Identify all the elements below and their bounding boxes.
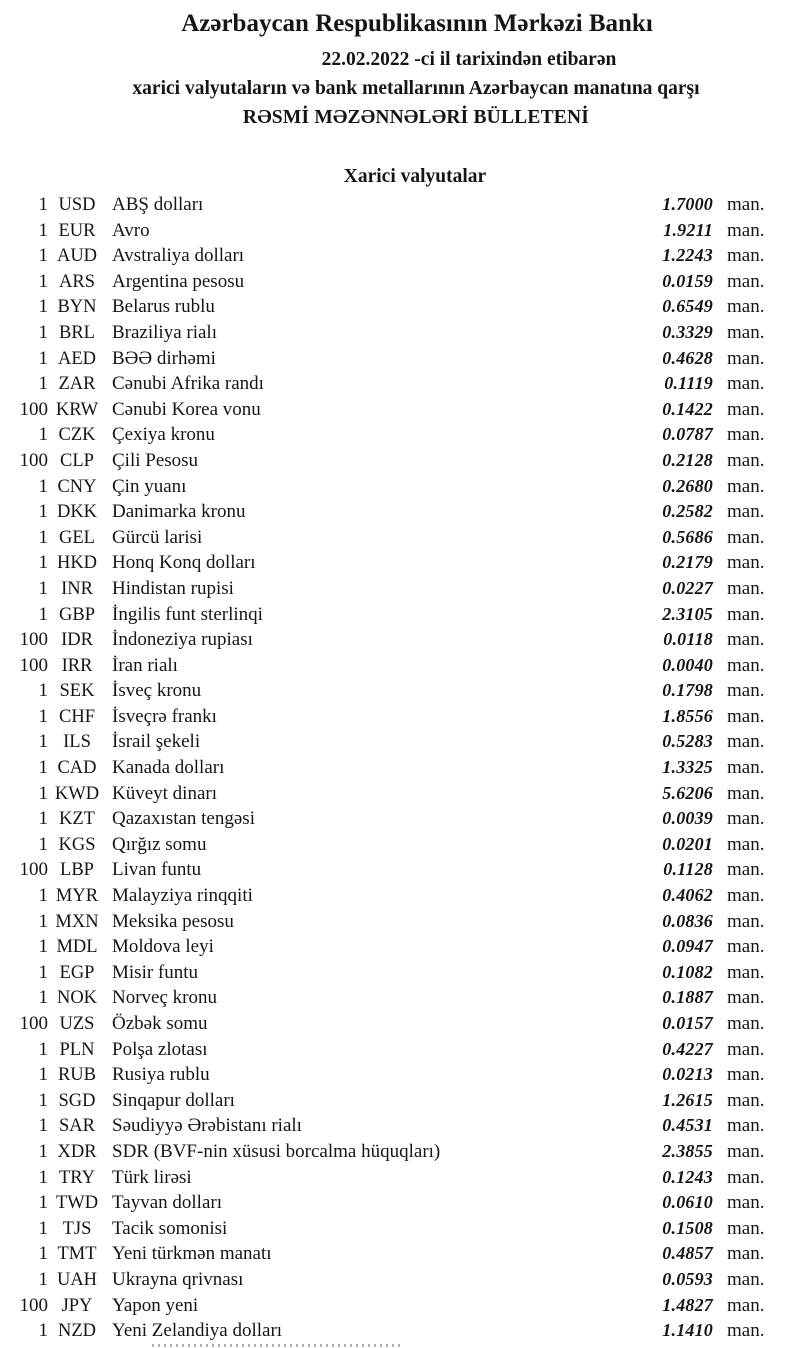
document-header <box>0 0 800 129</box>
currency-code-cell: TJS <box>62 1218 92 1239</box>
unit-label-cell: man. <box>727 577 765 599</box>
quantity-cell: 1 <box>38 1038 48 1060</box>
quantity-cell: 1 <box>38 1166 48 1188</box>
currency-name-cell: İndoneziya rupiası <box>112 629 253 651</box>
currency-code-cell: CNY <box>57 476 97 497</box>
unit-label-cell: man. <box>727 296 765 318</box>
unit-label-cell: man. <box>727 910 765 932</box>
rate-value-cell: 0.1243 <box>662 1166 713 1187</box>
rate-value-cell: 0.0610 <box>662 1192 713 1213</box>
rate-value-cell: 0.0836 <box>662 910 713 931</box>
rate-row <box>0 1216 769 1242</box>
currency-code-cell: LBP <box>60 860 94 881</box>
currency-code-cell: AED <box>57 348 97 369</box>
quantity-cell: 1 <box>38 475 48 497</box>
currency-name-cell: Qırğız somu <box>112 833 207 855</box>
quantity-cell: 1 <box>38 270 48 292</box>
unit-label-cell: man. <box>727 680 765 702</box>
currency-code-cell: HKD <box>56 553 98 574</box>
unit-label-cell: man. <box>727 885 765 907</box>
currency-code-cell: IRR <box>61 655 93 676</box>
unit-label-cell: man. <box>727 1217 765 1239</box>
rate-row <box>0 269 769 295</box>
rate-value-cell: 0.0118 <box>663 629 713 650</box>
unit-label-cell: man. <box>727 475 765 497</box>
quantity-cell: 1 <box>38 757 48 779</box>
currency-name-cell: Sinqapur dolları <box>112 1089 235 1111</box>
rate-value-cell: 5.6206 <box>662 782 713 803</box>
unit-label-cell: man. <box>727 347 765 369</box>
quantity-cell: 1 <box>38 1089 48 1111</box>
unit-label-cell: man. <box>727 1115 765 1137</box>
rate-row <box>0 525 769 551</box>
rate-value-cell: 0.1798 <box>662 680 713 701</box>
rate-row <box>0 806 769 832</box>
rate-value-cell: 0.0593 <box>662 1268 713 1289</box>
currency-code-cell: GEL <box>59 527 95 548</box>
currency-name-cell: Belarus rublu <box>112 296 215 318</box>
rate-value-cell: 0.2582 <box>662 501 713 522</box>
unit-label-cell: man. <box>727 270 765 292</box>
rate-row <box>0 371 769 397</box>
rate-value-cell: 0.0157 <box>662 1013 713 1033</box>
quantity-cell: 1 <box>38 296 48 318</box>
unit-label-cell: man. <box>727 1294 765 1316</box>
quantity-cell: 1 <box>38 731 48 753</box>
bank-name: Azərbaycan Respublikasının Mərkəzi Bankı <box>181 10 653 37</box>
currency-code-cell: JPY <box>61 1295 93 1316</box>
quantity-cell: 1 <box>38 833 48 855</box>
rate-row <box>0 320 769 346</box>
rate-row <box>0 499 769 525</box>
rate-value-cell: 0.4531 <box>662 1115 713 1136</box>
currency-code-cell: INR <box>61 578 93 599</box>
unit-label-cell: man. <box>727 321 765 343</box>
currency-name-cell: Meksika pesosu <box>112 910 234 932</box>
subtitle: xarici valyutaların və bank metallarının Azərbaycan manatına qarşı <box>132 78 700 99</box>
currency-name-cell: Tayvan dolları <box>112 1192 222 1214</box>
unit-label-cell: man. <box>727 501 765 523</box>
currency-name-cell: İsveçrə frankı <box>112 705 217 727</box>
unit-label-cell: man. <box>727 194 765 215</box>
currency-name-cell: Özbək somu <box>112 1013 208 1034</box>
currency-code-cell: CLP <box>60 450 94 471</box>
currency-code-cell: TWD <box>55 1193 99 1214</box>
rate-value-cell: 2.3855 <box>662 1140 713 1161</box>
rate-value-cell: 0.2128 <box>662 449 713 470</box>
rate-row <box>0 294 769 320</box>
rate-value-cell: 0.1082 <box>662 961 713 982</box>
currency-name-cell: Norveç kronu <box>112 987 217 1009</box>
quantity-cell: 1 <box>38 1243 48 1265</box>
currency-name-cell: Avstraliya dolları <box>112 245 245 267</box>
section-title-foreign-currencies: Xarici valyutalar <box>343 166 487 187</box>
unit-label-cell: man. <box>727 859 765 881</box>
rate-row <box>0 1113 769 1139</box>
currency-code-cell: ARS <box>59 271 95 292</box>
currency-code-cell: KGS <box>58 834 96 855</box>
rate-row <box>0 576 769 602</box>
quantity-cell: 1 <box>38 1268 48 1290</box>
quantity-cell: 100 <box>19 1294 48 1316</box>
unit-label-cell: man. <box>727 552 765 574</box>
rate-value-cell: 0.4857 <box>662 1243 713 1264</box>
rate-row <box>0 909 769 935</box>
currency-name-cell: Ukrayna qrivnası <box>112 1268 244 1290</box>
rate-value-cell: 1.3325 <box>662 757 713 778</box>
rate-value-cell: 0.1128 <box>663 859 713 880</box>
rate-value-cell: 0.1508 <box>662 1217 713 1238</box>
unit-label-cell: man. <box>727 373 765 395</box>
currency-name-cell: SDR (BVF-nin xüsusi borcalma hüquqları) <box>112 1140 441 1162</box>
currency-code-cell: TMT <box>57 1244 97 1265</box>
quantity-cell: 1 <box>38 194 48 215</box>
quantity-cell: 100 <box>19 1013 48 1034</box>
currency-name-cell: Çin yuanı <box>112 475 187 497</box>
quantity-cell: 1 <box>38 1320 48 1342</box>
rate-value-cell: 1.7000 <box>662 194 713 214</box>
quantity-cell: 1 <box>38 1064 48 1086</box>
currency-name-cell: Danimarka kronu <box>112 501 246 523</box>
currency-name-cell: Çili Pesosu <box>112 449 199 471</box>
currency-name-cell: Honq Konq dolları <box>112 552 256 574</box>
currency-code-cell: PLN <box>59 1039 95 1060</box>
currency-code-cell: MXN <box>55 911 99 932</box>
unit-label-cell: man. <box>727 398 765 420</box>
quantity-cell: 1 <box>38 577 48 599</box>
quantity-cell: 1 <box>38 936 48 958</box>
currency-code-cell: MDL <box>56 937 98 958</box>
rate-value-cell: 0.0787 <box>662 424 713 445</box>
currency-name-cell: Qazaxıstan tengəsi <box>112 808 255 830</box>
quantity-cell: 1 <box>38 245 48 267</box>
currency-name-cell: İran rialı <box>112 654 178 676</box>
quantity-cell: 1 <box>38 424 48 446</box>
quantity-cell: 1 <box>38 219 48 241</box>
currency-name-cell: Braziliya rialı <box>112 321 217 343</box>
unit-label-cell: man. <box>727 1166 765 1188</box>
rates-table <box>0 192 800 1344</box>
rate-row <box>0 1293 769 1319</box>
currency-code-cell: SEK <box>59 681 95 702</box>
rate-value-cell: 1.9211 <box>663 219 713 240</box>
unit-label-cell: man. <box>727 961 765 983</box>
currency-code-cell: UZS <box>59 1014 95 1034</box>
rate-value-cell: 0.0227 <box>662 577 713 598</box>
rate-row <box>0 397 769 423</box>
unit-label-cell: man. <box>727 705 765 727</box>
unit-label-cell: man. <box>727 808 765 830</box>
quantity-cell: 1 <box>38 1192 48 1214</box>
currency-name-cell: Misir funtu <box>112 961 199 983</box>
quantity-cell: 1 <box>38 1140 48 1162</box>
currency-code-cell: TRY <box>59 1167 95 1188</box>
rate-row <box>0 729 769 755</box>
rate-row <box>0 704 769 730</box>
currency-code-cell: IDR <box>61 630 93 651</box>
currency-code-cell: AUD <box>56 246 98 267</box>
currency-name-cell: Rusiya rublu <box>112 1064 210 1086</box>
unit-label-cell: man. <box>727 1140 765 1162</box>
bulletin-title: RƏSMİ MƏZƏNNƏLƏRİ BÜLLETENİ <box>242 107 590 128</box>
rate-row <box>0 627 769 653</box>
currency-code-cell: UAH <box>56 1269 98 1290</box>
rate-row <box>0 1190 769 1216</box>
unit-label-cell: man. <box>727 245 765 267</box>
quantity-cell: 1 <box>38 1217 48 1239</box>
currency-code-cell: SGD <box>58 1090 96 1111</box>
quantity-cell: 1 <box>38 321 48 343</box>
currency-code-cell: ZAR <box>58 374 96 395</box>
rate-value-cell: 1.4827 <box>662 1294 713 1315</box>
currency-code-cell: RUB <box>57 1065 97 1086</box>
rate-row <box>0 602 769 628</box>
quantity-cell: 1 <box>38 782 48 804</box>
currency-name-cell: Hindistan rupisi <box>112 577 234 599</box>
currency-code-cell: KRW <box>55 399 99 420</box>
rate-row <box>0 781 769 807</box>
rate-row <box>0 960 769 986</box>
currency-name-cell: İsrail şekeli <box>112 731 201 753</box>
unit-label-cell: man. <box>727 757 765 779</box>
rate-row <box>0 218 769 244</box>
rate-row <box>0 832 769 858</box>
currency-code-cell: BYN <box>57 297 97 318</box>
rate-row <box>0 422 769 448</box>
currency-name-cell: Avro <box>112 219 150 241</box>
currency-code-cell: EGP <box>59 962 95 983</box>
unit-label-cell: man. <box>727 1320 765 1342</box>
rate-value-cell: 0.4227 <box>662 1038 713 1059</box>
rate-row <box>0 448 769 474</box>
currency-code-cell: DKK <box>56 502 98 523</box>
quantity-cell: 1 <box>38 910 48 932</box>
rate-row <box>0 1037 769 1063</box>
unit-label-cell: man. <box>727 782 765 804</box>
rate-row <box>0 653 769 679</box>
rate-value-cell: 0.4062 <box>662 885 713 906</box>
rate-value-cell: 1.8556 <box>662 705 713 726</box>
currency-name-cell: Livan funtu <box>112 859 202 881</box>
rate-row <box>0 985 769 1011</box>
rate-row <box>0 243 769 269</box>
quantity-cell: 1 <box>38 1115 48 1137</box>
currency-name-cell: Çexiya kronu <box>112 424 215 446</box>
rate-row <box>0 474 769 500</box>
rate-value-cell: 0.6549 <box>662 296 713 317</box>
quantity-cell: 100 <box>19 398 48 420</box>
currency-name-cell: İsveç kronu <box>112 680 202 702</box>
quantity-cell: 1 <box>38 961 48 983</box>
unit-label-cell: man. <box>727 1038 765 1060</box>
rate-value-cell: 0.5283 <box>662 731 713 752</box>
quantity-cell: 1 <box>38 347 48 369</box>
rate-value-cell: 0.0040 <box>662 654 713 675</box>
rate-row <box>0 857 769 883</box>
currency-name-cell: Cənubi Korea vonu <box>112 398 261 420</box>
rate-value-cell: 0.0213 <box>662 1064 713 1085</box>
rate-row <box>0 1139 769 1165</box>
unit-label-cell: man. <box>727 219 765 241</box>
quantity-cell: 1 <box>38 808 48 830</box>
rate-value-cell: 0.1887 <box>662 987 713 1008</box>
rate-row <box>0 346 769 372</box>
currency-code-cell: NZD <box>57 1321 97 1342</box>
rate-row <box>0 1088 769 1114</box>
quantity-cell: 1 <box>38 705 48 727</box>
cutoff-text-artifact <box>152 1344 404 1347</box>
rate-row <box>0 192 769 218</box>
currency-name-cell: Malayziya rinqqiti <box>112 885 253 907</box>
unit-label-cell: man. <box>727 603 765 625</box>
currency-code-cell: XDR <box>57 1141 97 1162</box>
currency-name-cell: Gürcü larisi <box>112 526 203 548</box>
currency-code-cell: EUR <box>58 220 96 241</box>
currency-code-cell: NOK <box>56 988 98 1009</box>
currency-code-cell: ILS <box>63 732 91 753</box>
currency-name-cell: Tacik somonisi <box>112 1217 228 1239</box>
unit-label-cell: man. <box>727 833 765 855</box>
currency-code-cell: CZK <box>58 425 96 446</box>
rate-value-cell: 1.1410 <box>662 1320 713 1341</box>
unit-label-cell: man. <box>727 1064 765 1086</box>
unit-label-cell: man. <box>727 936 765 958</box>
quantity-cell: 100 <box>19 449 48 471</box>
quantity-cell: 100 <box>19 629 48 651</box>
currency-name-cell: Yeni Zelandiya dolları <box>112 1320 283 1342</box>
unit-label-cell: man. <box>727 731 765 753</box>
rate-value-cell: 0.0201 <box>662 833 713 854</box>
rate-row <box>0 1241 769 1267</box>
currency-code-cell: CAD <box>57 758 97 779</box>
rate-value-cell: 0.2680 <box>662 475 713 496</box>
currency-name-cell: ABŞ dolları <box>112 194 204 215</box>
currency-name-cell: Yeni türkmən manatı <box>112 1243 272 1265</box>
rate-value-cell: 0.1422 <box>662 398 713 419</box>
currency-name-cell: Polşa zlotası <box>112 1038 208 1060</box>
currency-code-cell: KWD <box>54 783 100 804</box>
unit-label-cell: man. <box>727 629 765 651</box>
rate-row <box>0 678 769 704</box>
unit-label-cell: man. <box>727 1192 765 1214</box>
quantity-cell: 1 <box>38 526 48 548</box>
currency-code-cell: MYR <box>55 886 99 907</box>
unit-label-cell: man. <box>727 987 765 1009</box>
rate-value-cell: 0.2179 <box>662 552 713 573</box>
rate-row <box>0 934 769 960</box>
unit-label-cell: man. <box>727 1268 765 1290</box>
currency-name-cell: Kanada dolları <box>112 757 225 779</box>
unit-label-cell: man. <box>727 1243 765 1265</box>
quantity-cell: 1 <box>38 552 48 574</box>
rate-value-cell: 0.0039 <box>662 808 713 829</box>
quantity-cell: 100 <box>19 654 48 676</box>
unit-label-cell: man. <box>727 1089 765 1111</box>
effective-date: 22.02.2022 -ci il tarixindən etibarən <box>321 49 617 70</box>
rate-row <box>0 1318 769 1344</box>
quantity-cell: 1 <box>38 987 48 1009</box>
currency-name-cell: Küveyt dinarı <box>112 782 218 804</box>
quantity-cell: 1 <box>38 885 48 907</box>
rate-value-cell: 2.3105 <box>662 603 713 624</box>
quantity-cell: 1 <box>38 373 48 395</box>
currency-name-cell: Cənubi Afrika randı <box>112 373 264 395</box>
rate-value-cell: 0.0947 <box>662 936 713 957</box>
rate-value-cell: 0.4628 <box>662 347 713 368</box>
rate-value-cell: 0.5686 <box>662 526 713 547</box>
currency-name-cell: BƏƏ dirhəmi <box>112 347 216 369</box>
currency-name-cell: Səudiyyə Ərəbistanı rialı <box>112 1115 302 1137</box>
unit-label-cell: man. <box>727 654 765 676</box>
rate-row <box>0 1165 769 1191</box>
rate-row <box>0 755 769 781</box>
rate-row <box>0 883 769 909</box>
unit-label-cell: man. <box>727 449 765 471</box>
quantity-cell: 100 <box>19 859 48 881</box>
currency-code-cell: USD <box>58 195 96 215</box>
currency-code-cell: CHF <box>59 706 95 727</box>
rate-row <box>0 1062 769 1088</box>
unit-label-cell: man. <box>727 526 765 548</box>
currency-name-cell: Moldova leyi <box>112 936 214 958</box>
rate-row <box>0 550 769 576</box>
unit-label-cell: man. <box>727 424 765 446</box>
quantity-cell: 1 <box>38 501 48 523</box>
rate-row <box>0 1267 769 1293</box>
quantity-cell: 1 <box>38 680 48 702</box>
rate-value-cell: 0.1119 <box>664 373 713 394</box>
currency-name-cell: Yapon yeni <box>112 1294 199 1316</box>
currency-code-cell: KZT <box>59 809 95 830</box>
currency-name-cell: İngilis funt sterlinqi <box>112 603 263 625</box>
rate-value-cell: 0.3329 <box>662 321 713 342</box>
currency-name-cell: Argentina pesosu <box>112 270 245 292</box>
rate-value-cell: 1.2615 <box>662 1089 713 1110</box>
currency-name-cell: Türk lirəsi <box>112 1166 192 1188</box>
rate-value-cell: 1.2243 <box>662 245 713 266</box>
rate-row <box>0 1011 769 1037</box>
unit-label-cell: man. <box>727 1013 765 1034</box>
quantity-cell: 1 <box>38 603 48 625</box>
currency-code-cell: BRL <box>59 322 95 343</box>
currency-code-cell: SAR <box>59 1116 95 1137</box>
currency-code-cell: GBP <box>59 604 95 625</box>
rate-value-cell: 0.0159 <box>662 270 713 291</box>
